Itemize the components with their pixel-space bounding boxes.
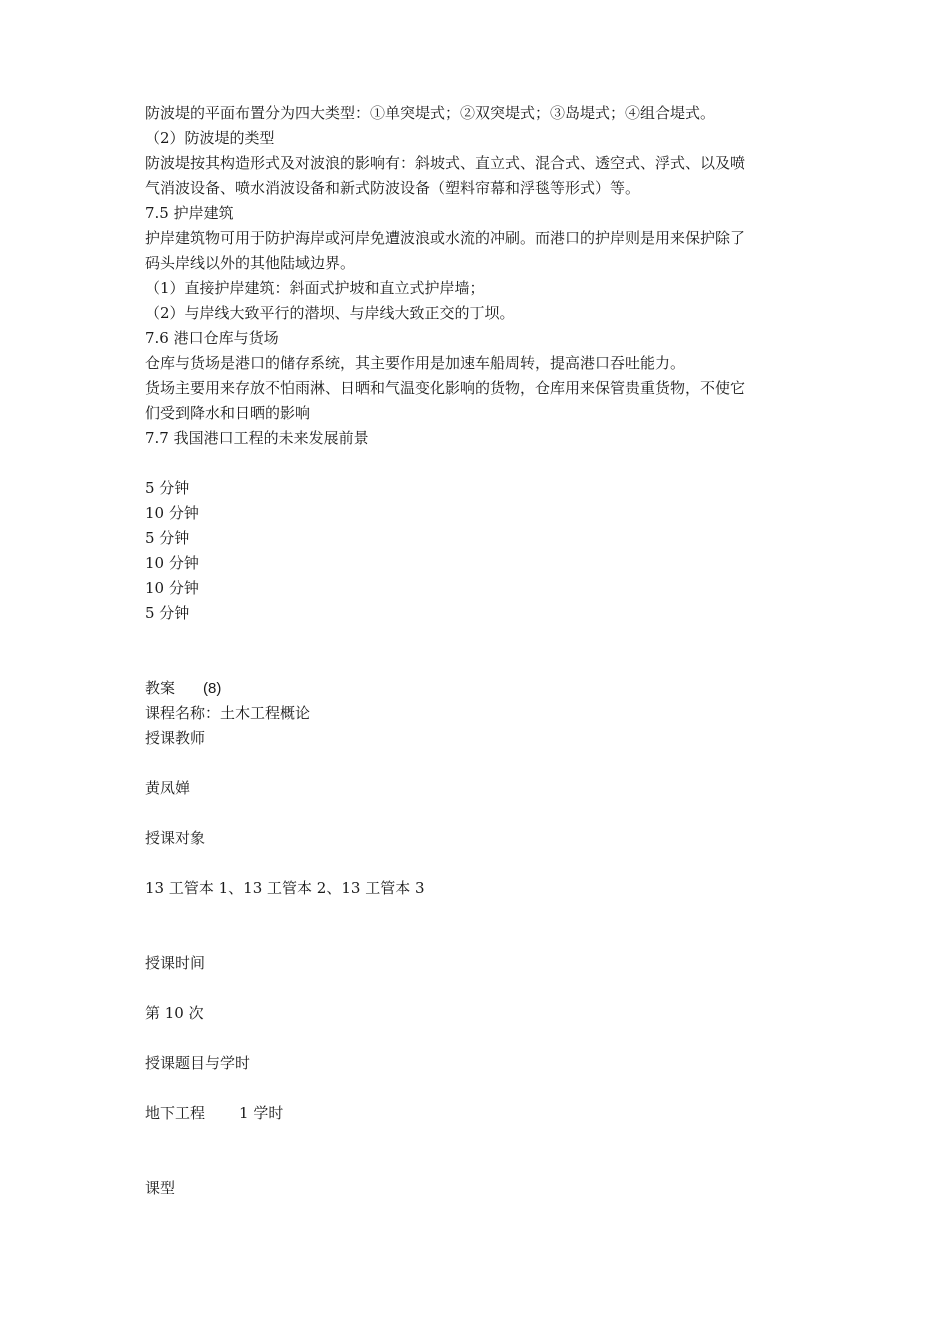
teacher-label: 授课教师 xyxy=(145,729,206,747)
breakwater-layout-text: 防波堤的平面布置分为四大类型：①单突堤式；②双突堤式；③岛堤式；④组合堤式。 xyxy=(145,104,716,122)
lesson-plan-title-text: 教案 xyxy=(145,679,176,697)
audience-label: 授课对象 xyxy=(145,829,206,847)
breakwater-types-text-1: 防波堤按其构造形式及对波浪的影响有：斜坡式、直立式、混合式、透空式、浮式、以及喷 xyxy=(145,154,746,172)
revetment-item-2: （2）与岸线大致平行的潜坝、与岸线大致正交的丁坝。 xyxy=(145,304,515,322)
warehouse-text-2: 货场主要用来存放不怕雨淋、日晒和气温变化影响的货物，仓库用来保管贵重货物，不使它 xyxy=(145,379,746,397)
audience-value: 13 工管本 1、13 工管本 2、13 工管本 3 xyxy=(145,879,425,897)
duration-item: 10 分钟 xyxy=(145,579,199,597)
document-page xyxy=(145,101,825,1201)
lesson-plan-title xyxy=(145,676,825,701)
class-type-label: 课型 xyxy=(145,1179,176,1197)
time-label: 授课时间 xyxy=(145,954,206,972)
course-name: 课程名称：土木工程概论 xyxy=(145,704,311,722)
breakwater-types-heading: （2）防波堤的类型 xyxy=(145,129,275,147)
revetment-text-2: 码头岸线以外的其他陆域边界。 xyxy=(145,254,356,272)
duration-list xyxy=(145,476,825,626)
warehouse-text-3: 们受到降水和日晒的影响 xyxy=(145,404,311,422)
section-7-7-heading: 7.7 我国港口工程的未来发展前景 xyxy=(145,429,369,447)
teacher-name: 黄凤婵 xyxy=(145,779,191,797)
topic-hours: 1 学时 xyxy=(239,1104,284,1122)
topic-row xyxy=(145,1101,825,1126)
duration-item: 10 分钟 xyxy=(145,504,199,522)
session-value: 第 10 次 xyxy=(145,1004,204,1022)
section-7-5-heading: 7.5 护岸建筑 xyxy=(145,204,234,222)
breakwater-types-text-2: 气消波设备、喷水消波设备和新式防波设备（塑料帘幕和浮毯等形式）等。 xyxy=(145,179,641,197)
duration-item: 10 分钟 xyxy=(145,554,199,572)
lesson-plan-number: (8) xyxy=(203,680,222,697)
duration-item: 5 分钟 xyxy=(145,479,190,497)
duration-item: 5 分钟 xyxy=(145,604,190,622)
revetment-text-1: 护岸建筑物可用于防护海岸或河岸免遭波浪或水流的冲刷。而港口的护岸则是用来保护除了 xyxy=(145,229,746,247)
duration-item: 5 分钟 xyxy=(145,529,190,547)
revetment-item-1: （1）直接护岸建筑：斜面式护坡和直立式护岸墙； xyxy=(145,279,485,297)
warehouse-text-1: 仓库与货场是港口的储存系统，其主要作用是加速车船周转，提高港口吞吐能力。 xyxy=(145,354,686,372)
topic-value: 地下工程 xyxy=(145,1104,206,1122)
topic-label: 授课题目与学时 xyxy=(145,1054,251,1072)
section-7-6-heading: 7.6 港口仓库与货场 xyxy=(145,329,279,347)
